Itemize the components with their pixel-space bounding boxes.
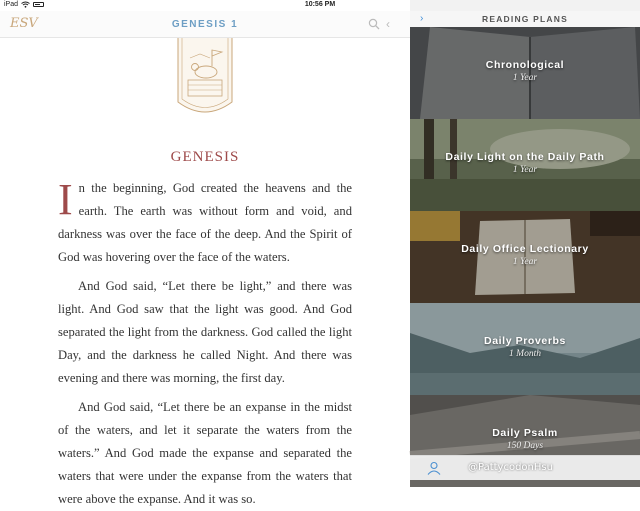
plan-card-chronological[interactable] (410, 27, 640, 119)
profile-icon[interactable] (426, 461, 442, 475)
scripture-text[interactable] (58, 177, 352, 511)
chevron-right-icon[interactable]: › (420, 13, 424, 24)
plan-card-daily-proverbs[interactable] (410, 303, 640, 395)
plan-card-daily-light[interactable] (410, 119, 640, 211)
plan-duration: 150 Days (506, 441, 544, 451)
plan-title: Daily Light on the Daily Path (445, 151, 605, 163)
plan-duration: 1 Year (512, 73, 538, 83)
verse-paragraph: In the beginning, God created the heavens and the earth. The earth was without form and void, and darkness was over the face of the deep. And the Spirit of God was hovering over the face of the waters. (58, 175, 352, 264)
esv-logo-icon[interactable]: ESV (10, 16, 38, 31)
chevron-left-icon[interactable]: ‹ (386, 17, 390, 31)
verse-paragraph: And God said, “Let there be light,” and there was light. And God saw that the light was good. And God separated the light from the darkness. God called the light Day, and the darkness he called Night. And there was evening and there was morning, the first day. (58, 279, 352, 385)
plans-title: READING PLANS (482, 14, 568, 24)
search-icon[interactable] (368, 18, 380, 30)
plan-duration: 1 Year (512, 165, 538, 175)
status-time: 10:56 PM (304, 1, 336, 8)
device-label: iPad (4, 1, 19, 8)
plan-title: Daily Psalm (492, 427, 558, 439)
chapter-title[interactable]: GENESIS 1 (171, 19, 239, 30)
tab-bar (410, 455, 640, 480)
watermark: @PattycodonHsu (468, 462, 553, 473)
reader-pane (0, 11, 410, 506)
plan-title: Daily Office Lectionary (461, 243, 589, 255)
plans-header (410, 11, 640, 27)
plan-duration: 1 Month (509, 349, 541, 359)
verse-paragraph: And God said, “Let there be an expanse in the midst of the waters, and let it separate the waters from the waters.” And God made the expanse and separated the waters that were under the expanse from the waters that were above the expanse. And it was so. (58, 400, 352, 506)
drop-cap: I (58, 175, 73, 224)
reader-header (0, 11, 410, 38)
plan-card-daily-office-lectionary[interactable] (410, 211, 640, 303)
plan-title: Chronological (485, 59, 565, 71)
book-heading: GENESIS (170, 149, 240, 165)
plan-duration: 1 Year (512, 257, 538, 267)
plan-title: Daily Proverbs (484, 335, 566, 347)
lamb-crest-icon (176, 38, 234, 120)
reading-plans-pane (410, 0, 640, 480)
